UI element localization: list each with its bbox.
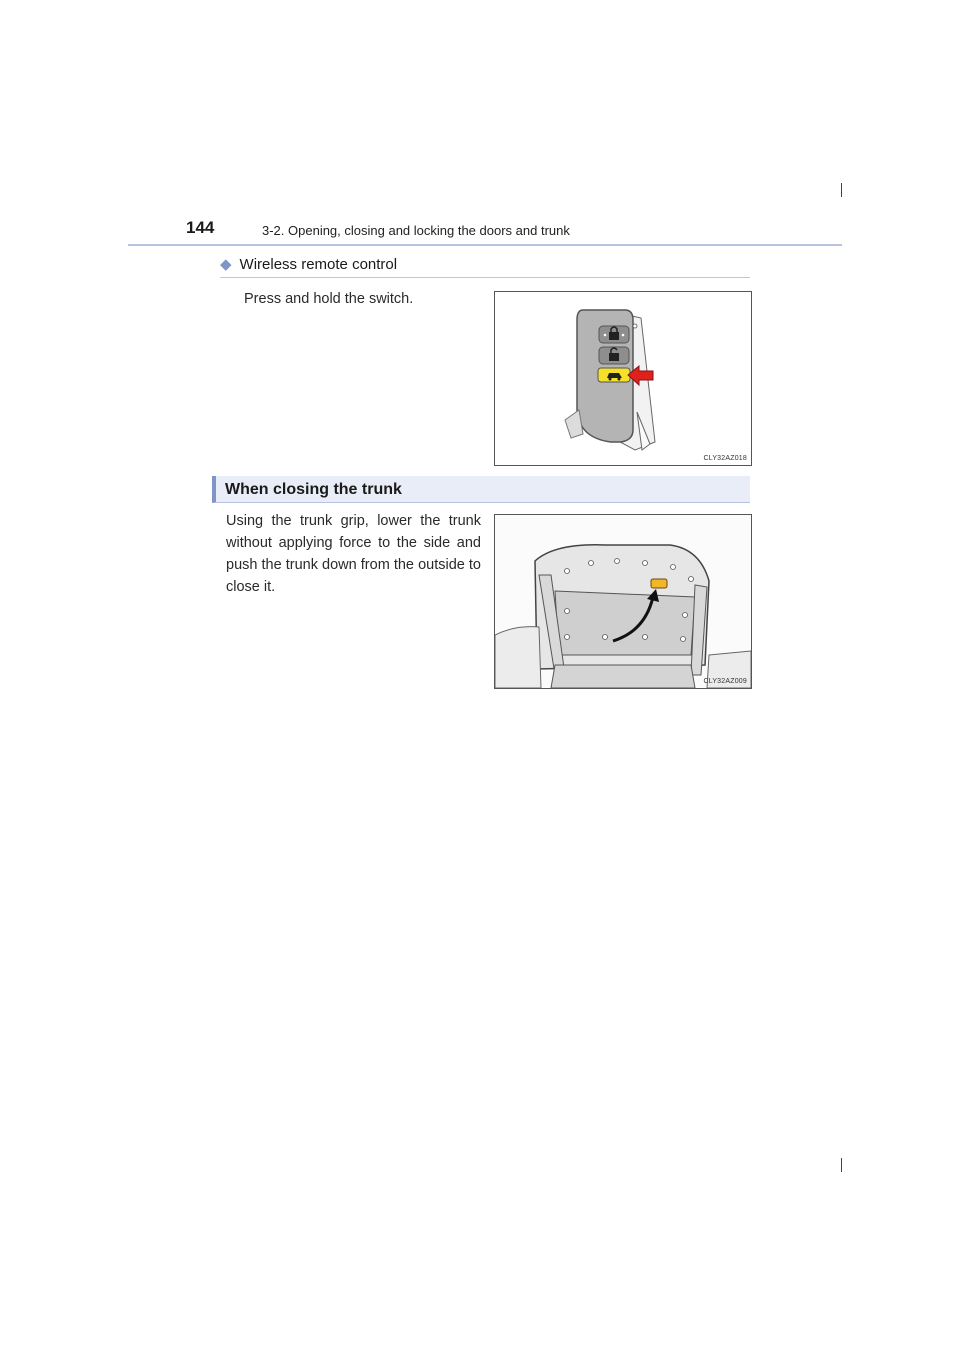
trunk-icon: [598, 368, 630, 382]
key-fob-illustration: [494, 291, 752, 466]
lock-icon: [599, 326, 629, 343]
crop-mark-bottom: [841, 1158, 842, 1172]
header-rule: [128, 244, 842, 246]
running-header: 3-2. Opening, closing and locking the doors and trunk: [262, 223, 570, 238]
wireless-remote-heading: [220, 255, 750, 278]
section-heading-closing-trunk: When closing the trunk: [212, 476, 750, 503]
closing-trunk-instruction: Using the trunk grip, lower the trunk without applying force to the side and push the trunk down from the outside to close it.: [226, 513, 481, 595]
diamond-bullet-icon: ◆: [220, 256, 232, 273]
crop-mark-top: [841, 183, 842, 197]
wireless-remote-instruction: Press and hold the switch.: [244, 291, 414, 307]
figure-code-2: CLY32AZ009: [703, 678, 747, 685]
unlock-icon: [599, 347, 629, 364]
wireless-remote-heading-text: Wireless remote control: [239, 256, 398, 273]
page-number: 144: [186, 218, 215, 237]
trunk-lid-illustration: [494, 514, 752, 689]
figure-code-1: CLY32AZ018: [703, 455, 747, 462]
